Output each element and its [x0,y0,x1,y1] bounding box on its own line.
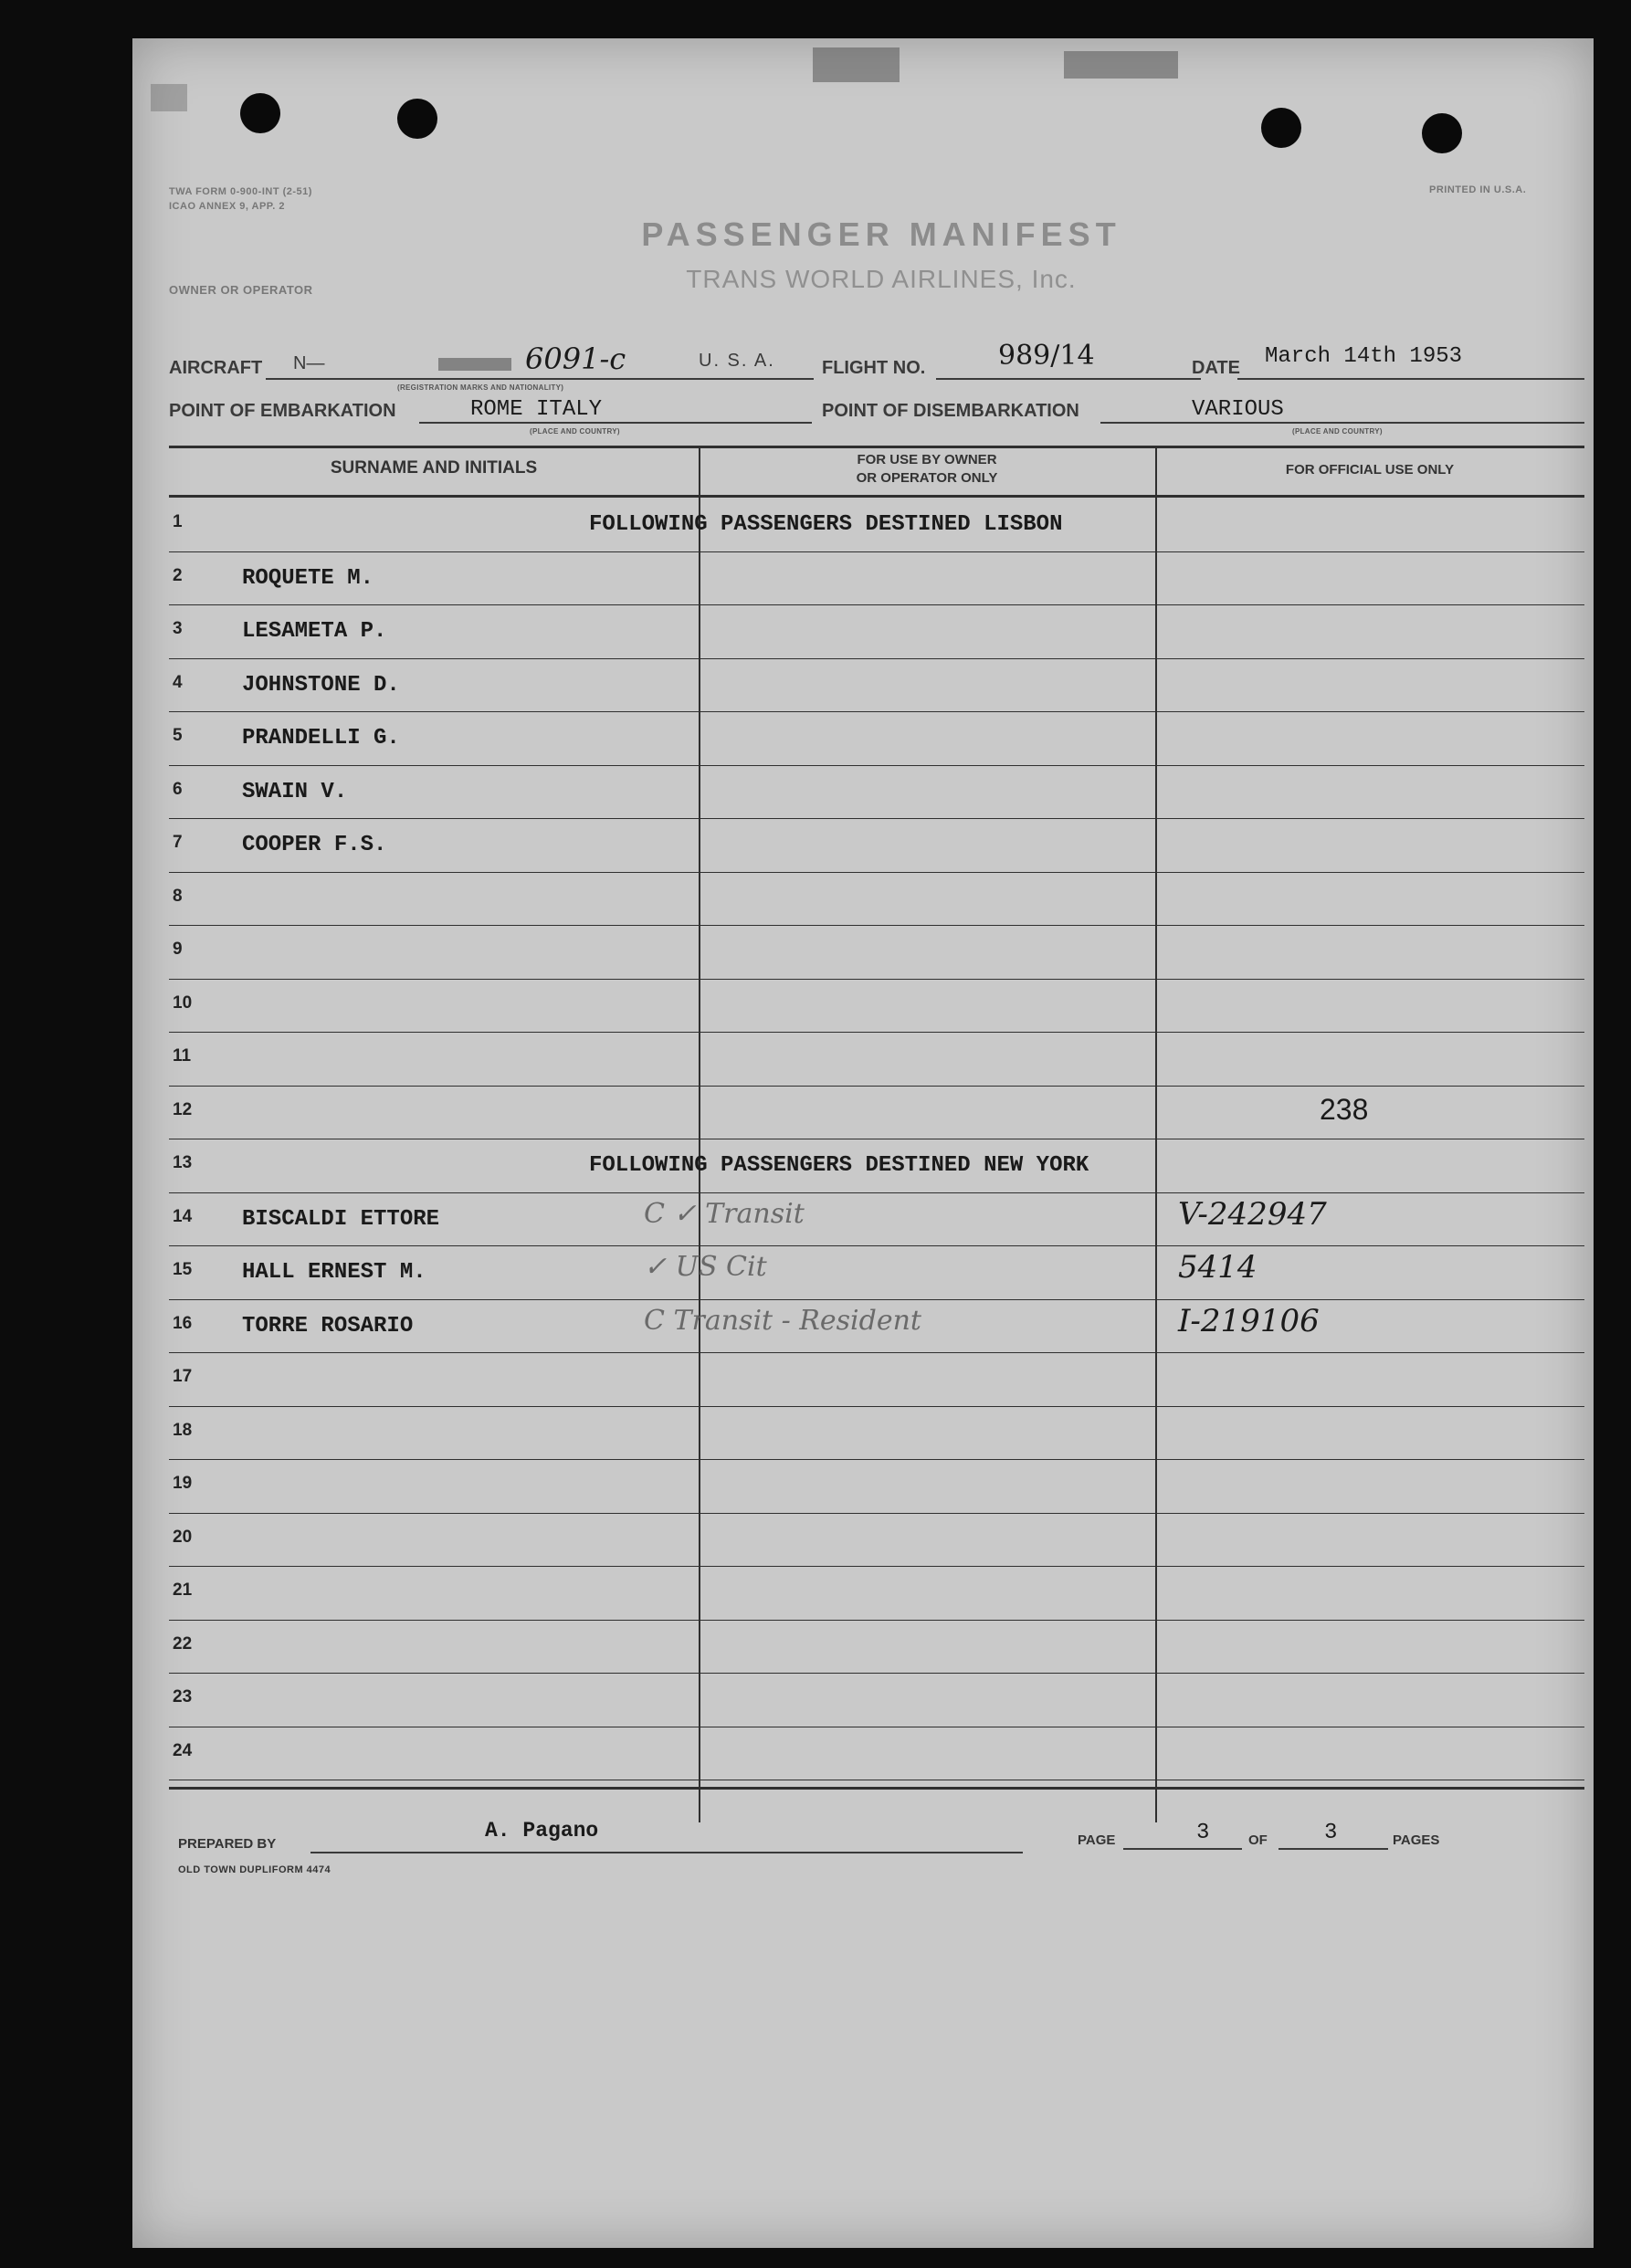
of-line [1278,1848,1388,1850]
owner-use-header-1: FOR USE BY OWNER [857,452,997,467]
flight-number: 989/14 [998,340,1095,372]
manifest-page [132,38,1594,2248]
row-rule [169,1032,1584,1033]
row-number: 1 [173,512,183,531]
row-rule [169,551,1584,552]
page-value: 3 [1196,1821,1210,1845]
page-title: PASSENGER MANIFEST [641,215,1121,253]
row-rule [169,1513,1584,1514]
owner-use-header-2: OR OPERATOR ONLY [856,470,998,486]
row-number: 11 [173,1046,192,1066]
passenger-name: JOHNSTONE D. [242,672,400,698]
passenger-name: BISCALDI ETTORE [242,1206,440,1232]
disembark-label: POINT OF DISEMBARKATION [822,401,1079,421]
passenger-name: PRANDELLI G. [242,726,400,751]
passenger-name: LESAMETA P. [242,619,387,644]
row-rule [169,658,1584,659]
disembark-line [1100,422,1584,424]
scan-smudge [1064,51,1178,79]
row-number: 8 [173,886,183,906]
row-rule [169,1192,1584,1193]
place-note: (PLACE AND COUNTRY) [1292,427,1383,436]
row-rule [169,1299,1584,1300]
embark-label: POINT OF EMBARKATION [169,401,396,421]
row-number: 7 [173,833,183,852]
passenger-name: SWAIN V. [242,779,348,804]
date-line [1237,378,1584,380]
punch-hole [1422,113,1462,153]
row-number: 23 [173,1687,193,1706]
embark-value: ROME ITALY [470,397,603,422]
row-number: 17 [173,1367,193,1386]
prepared-label: PREPARED BY [178,1836,277,1852]
table-bottom-rule [169,1787,1584,1790]
row-number: 13 [173,1153,193,1172]
row-rule [169,1459,1584,1460]
row-rule [169,979,1584,980]
place-note: (PLACE AND COUNTRY) [530,427,620,436]
row-number: 4 [173,672,183,692]
row-number: 21 [173,1580,193,1600]
table-top-rule [169,446,1584,448]
prepared-value: A. Pagano [485,1819,599,1843]
disembark-value: VARIOUS [1192,397,1284,422]
official-entry: 238 [1320,1092,1369,1126]
table-head-rule [169,495,1584,498]
row-rule [169,1086,1584,1087]
row-rule [169,872,1584,873]
official-header: FOR OFFICIAL USE ONLY [1285,462,1455,478]
nationality: U. S. A. [699,351,775,371]
scan-smudge [151,84,187,111]
passenger-name: COOPER F.S. [242,833,387,857]
page-label: PAGE [1078,1832,1116,1848]
owner-note: C ✓ Transit [644,1197,805,1230]
column-divider [699,446,700,1822]
airline-name: TRANS WORLD AIRLINES, Inc. [686,265,1077,293]
form-annex: ICAO ANNEX 9, APP. 2 [169,201,285,212]
aircraft-line [266,378,814,380]
row-rule [169,1566,1584,1567]
row-number: 19 [173,1474,193,1493]
row-rule [169,925,1584,926]
pages-label: PAGES [1393,1832,1440,1848]
official-entry: V-242947 [1178,1195,1327,1233]
scan-smudge [813,47,900,82]
row-number: 12 [173,1099,193,1119]
aircraft-number: 6091-c [525,341,626,376]
official-entry: I-219106 [1178,1302,1320,1339]
punch-hole [397,99,437,139]
aircraft-label: AIRCRAFT [169,358,263,378]
punch-hole [240,93,280,133]
embark-line [419,422,812,424]
passenger-name: HALL ERNEST M. [242,1260,426,1285]
row-rule [169,1245,1584,1246]
flight-line [936,378,1201,380]
row-rule [169,765,1584,766]
row-number: 9 [173,940,183,959]
struck-out-text [438,358,511,371]
row-number: 3 [173,619,183,638]
duplicator-note: OLD TOWN DUPLIFORM 4474 [178,1864,331,1875]
printed-note: PRINTED IN U.S.A. [1429,184,1527,195]
row-number: 10 [173,992,193,1013]
row-rule [169,604,1584,605]
official-entry: 5414 [1178,1249,1257,1286]
owner-note: ✓ US Cit [644,1251,767,1283]
of-value: 3 [1324,1821,1338,1845]
row-rule [169,1673,1584,1674]
flight-label: FLIGHT NO. [822,358,926,378]
passenger-name: TORRE ROSARIO [242,1313,414,1339]
section-heading: FOLLOWING PASSENGERS DESTINED LISBON [589,512,1063,537]
row-number: 5 [173,726,183,745]
passenger-name: ROQUETE M. [242,565,374,591]
punch-hole [1261,108,1301,148]
row-number: 16 [173,1313,193,1333]
owner-note: C Transit - Resident [644,1304,921,1337]
row-rule [169,1352,1584,1353]
row-rule [169,1620,1584,1621]
page-line [1123,1848,1242,1850]
row-number: 6 [173,779,183,799]
aircraft-prefix: N— [293,353,325,373]
row-number: 20 [173,1527,193,1547]
row-number: 14 [173,1206,193,1226]
row-number: 24 [173,1740,193,1760]
date-label: DATE [1192,358,1240,378]
row-rule [169,711,1584,712]
of-label: OF [1248,1832,1268,1848]
registration-note: (REGISTRATION MARKS AND NATIONALITY) [397,383,564,392]
owner-label: OWNER OR OPERATOR [169,283,313,297]
row-number: 22 [173,1633,193,1654]
row-number: 15 [173,1260,193,1279]
column-divider [1155,446,1157,1822]
row-rule [169,818,1584,819]
prepared-line [310,1852,1023,1853]
row-number: 2 [173,565,183,585]
date-value: March 14th 1953 [1265,344,1463,369]
row-rule [169,1406,1584,1407]
surname-header: SURNAME AND INITIALS [330,458,538,478]
section-heading: FOLLOWING PASSENGERS DESTINED NEW YORK [589,1153,1089,1178]
form-id: TWA FORM 0-900-INT (2-51) [169,186,312,197]
row-number: 18 [173,1420,193,1440]
